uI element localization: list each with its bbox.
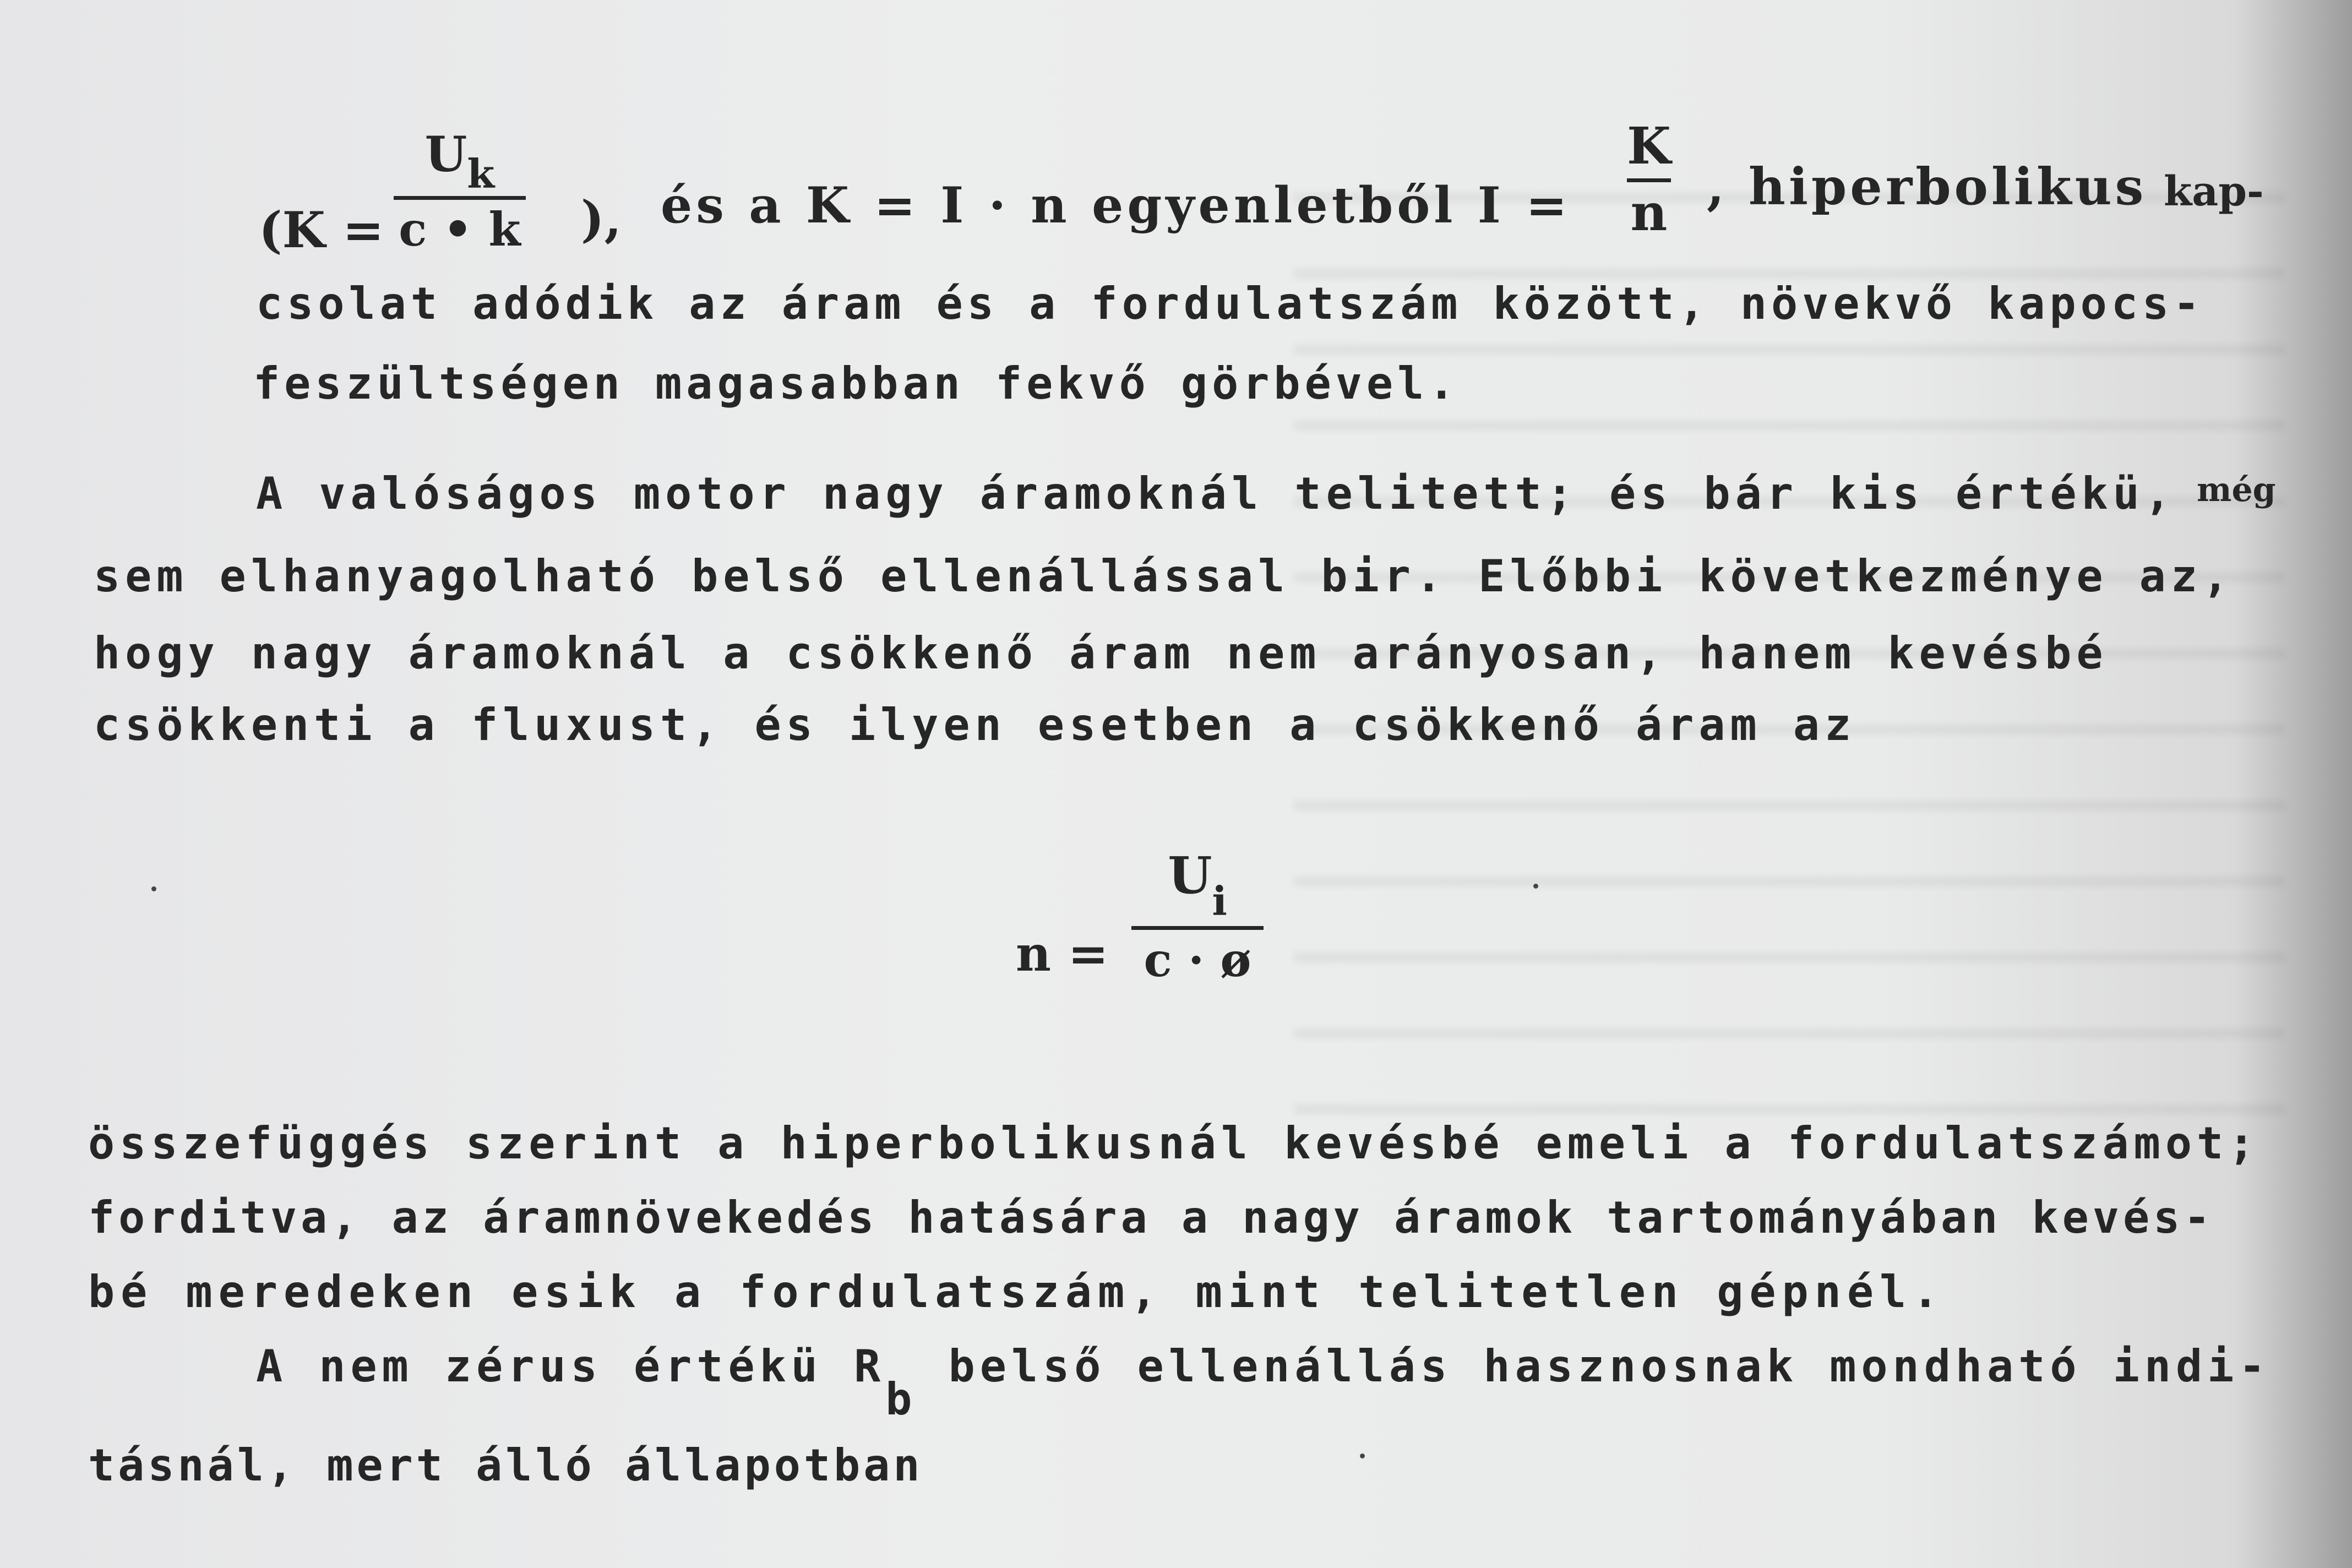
equation-fraction [1131,845,1264,990]
line1-fraction-denominator: n [1630,183,1668,242]
para4-line2: tásnál, mert álló állapotban [88,1440,923,1491]
line1-fraction-bar [1627,178,1671,182]
line1-text-a: és a K = I · n egyenletből I = [661,176,1571,235]
line1-text-b: , hiperbolikus [1707,157,2147,216]
para4-subscript: b [885,1374,917,1425]
formula1-open: (K = [259,201,384,259]
para2-line2: sem elhanyagolható belső ellenállással bir. Előbbi következménye az, [94,551,2234,602]
para1-line1: csolat adódik az áram és a fordulatszám között, növekvő kapocs- [256,278,2204,329]
para2-line4: csökkenti a fluxust, és ilyen esetben a csökkenő áram az [94,699,1856,750]
line1-fraction [1627,116,1671,243]
print-speck [1360,1453,1365,1458]
para4-line1 [256,1341,2271,1425]
para2-line3: hogy nagy áramoknál a csökkenő áram nem arányosan, hanem kevésbé [94,628,2108,679]
formula1-close: ), [581,190,622,248]
print-speck [1533,884,1538,889]
para1-line2: feszültségen magasabban fekvő görbével. [253,358,1460,409]
equation-numerator-main: U [1168,846,1212,905]
formula1-numerator-sub: k [467,150,495,197]
formula1-denominator: c • k [399,202,521,257]
equation-fraction-bar [1131,926,1264,930]
line1-fraction-numerator: K [1627,116,1671,176]
formula1-numerator-main: U [424,126,467,183]
para3-line1: összefüggés szerint a hiperbolikusnál kevésbé emeli a fordulatszámot; [88,1118,2260,1169]
bleed-through-texture [1294,127,2285,1118]
equation-numerator [1168,845,1227,924]
equation-lhs: n = [1016,925,1109,982]
line1-cut: kap- [2164,168,2264,215]
formula1-numerator [424,126,495,197]
formula1-fraction [394,127,526,257]
equation-denominator: c · ø [1144,933,1251,987]
print-speck [151,886,156,891]
equation-numerator-sub: i [1212,878,1227,924]
para2-line1: A valóságos motor nagy áramoknál telitett; és bár kis értékü, [256,468,2176,519]
para3-line3: bé meredeken esik a fordulatszám, mint telitetlen gépnél. [88,1266,1945,1317]
formula1-fraction-bar [394,196,526,200]
para3-line2: forditva, az áramnövekedés hatására a nagy áramok tartományában kevés- [88,1192,2214,1243]
para2-cut: még [2197,471,2276,509]
para4-text-b: belső ellenállás hasznosnak mondható indi- [917,1341,2271,1392]
para4-text-a: A nem zérus értékü R [256,1341,886,1392]
